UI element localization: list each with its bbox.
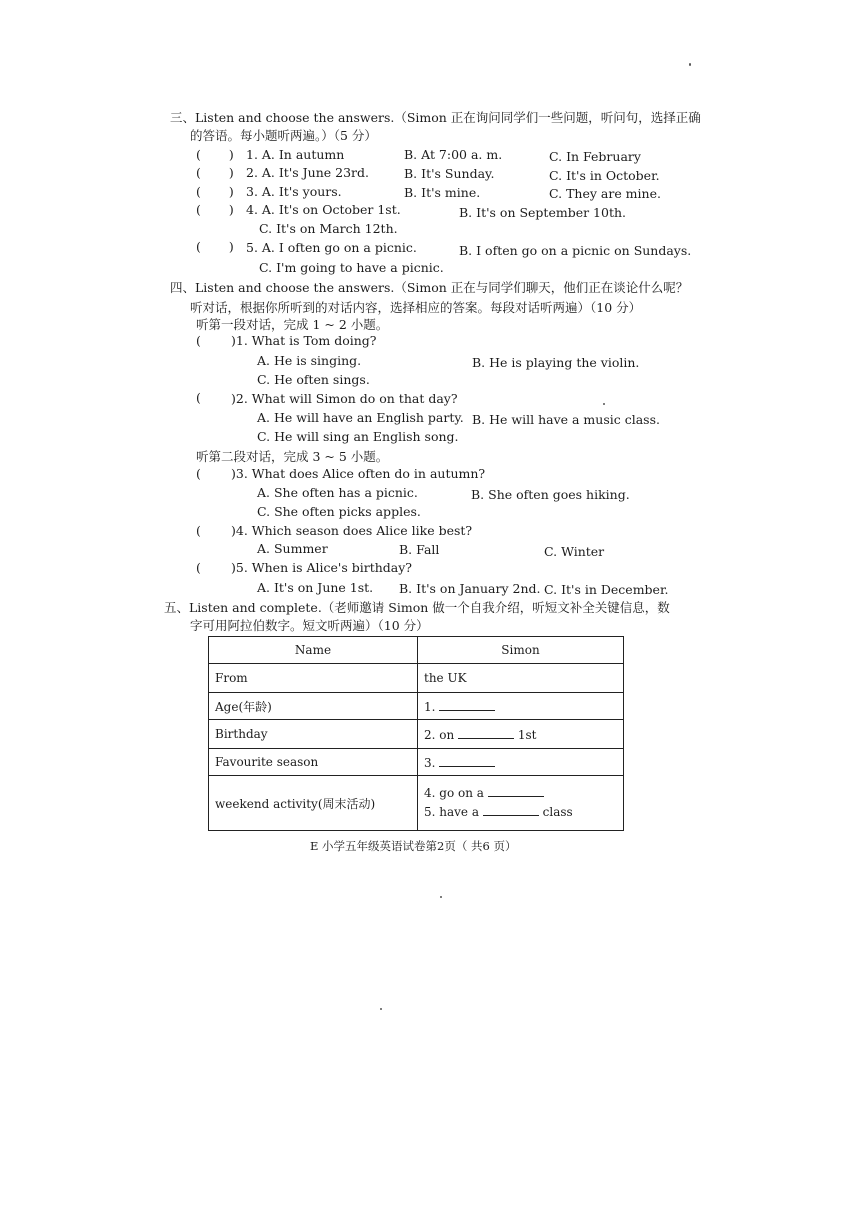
s4-q4-stem: )4. Which season does Alice like best?	[231, 523, 473, 538]
row-value-season[interactable]: 3.	[418, 749, 624, 776]
s4-q2-option-a: A. He will have an English party.	[257, 410, 464, 425]
s3-q5-option-c: C. I'm going to have a picnic.	[259, 260, 444, 275]
season-blank[interactable]	[439, 755, 495, 767]
s4-q2-option-b: B. He will have a music class.	[472, 412, 660, 427]
row-label-from: From	[209, 664, 418, 693]
s4-q3-option-c: C. She often picks apples.	[257, 504, 421, 519]
dialog2-instruction: 听第二段对话，完成 3 ~ 5 小题。	[196, 449, 389, 464]
s4-q5-option-b: B. It's on January 2nd.	[399, 581, 541, 596]
section5-heading-line2: 字可用阿拉伯数字。短文听两遍）（10 分）	[190, 618, 429, 633]
row-label-weekend: weekend activity(周末活动)	[209, 776, 418, 831]
info-table	[208, 636, 624, 831]
s3-q2-option-a: 2. A. It's June 23rd.	[246, 165, 369, 180]
s4-q4-option-c: C. Winter	[544, 544, 605, 559]
s3-q3-option-b: B. It's mine.	[404, 185, 481, 200]
answer-bracket[interactable]: (	[196, 560, 201, 575]
weekend-blank-4[interactable]	[488, 785, 544, 797]
row-value-birthday[interactable]: 2. on 1st	[418, 720, 624, 749]
s4-q4-option-b: B. Fall	[399, 542, 440, 557]
answer-bracket[interactable]: ( )	[196, 239, 234, 254]
s3-q3-option-a: 3. A. It's yours.	[246, 184, 342, 199]
s4-q4-option-a: A. Summer	[257, 541, 328, 556]
scan-speck	[380, 1008, 382, 1010]
s4-q5-stem: )5. When is Alice's birthday?	[231, 560, 412, 575]
s3-q2-option-b: B. It's Sunday.	[404, 166, 495, 181]
table-header-name: Name	[209, 637, 418, 664]
answer-bracket[interactable]: (	[196, 390, 201, 405]
s4-q3-stem: )3. What does Alice often do in autumn?	[231, 466, 486, 481]
s3-q4-option-b: B. It's on September 10th.	[459, 205, 627, 220]
s4-q5-option-a: A. It's on June 1st.	[257, 580, 374, 595]
s4-q3-option-b: B. She often goes hiking.	[471, 487, 630, 502]
answer-bracket[interactable]: (	[196, 523, 201, 538]
s3-q1-option-a: 1. A. In autumn	[246, 147, 345, 162]
s4-q2-stem: )2. What will Simon do on that day?	[231, 391, 458, 406]
s4-q3-option-a: A. She often has a picnic.	[257, 485, 418, 500]
row-value-weekend[interactable]: 4. go on a 5. have a class	[418, 776, 624, 831]
s4-q1-stem: )1. What is Tom doing?	[231, 333, 377, 348]
dialog1-instruction: 听第一段对话，完成 1 ~ 2 小题。	[196, 317, 389, 332]
s4-q1-option-c: C. He often sings.	[257, 372, 370, 387]
page-footer: E 小学五年级英语试卷第2页（ 共6 页）	[310, 839, 517, 853]
row-label-season: Favourite season	[209, 749, 418, 776]
answer-bracket[interactable]: ( )	[196, 147, 234, 162]
s3-q1-option-b: B. At 7:00 a. m.	[404, 147, 503, 162]
weekend-blank-5[interactable]	[483, 804, 539, 816]
scan-speck	[689, 63, 691, 66]
s3-q5-option-a: 5. A. I often go on a picnic.	[246, 240, 417, 255]
scan-speck	[603, 403, 605, 405]
s3-q1-option-c: C. In February	[549, 149, 641, 164]
s3-q4-option-a: 4. A. It's on October 1st.	[246, 202, 401, 217]
birthday-blank[interactable]	[458, 727, 514, 739]
s3-q3-option-c: C. They are mine.	[549, 186, 661, 201]
s3-q5-option-b: B. I often go on a picnic on Sundays.	[459, 243, 692, 258]
scan-speck	[440, 896, 442, 898]
answer-bracket[interactable]: (	[196, 333, 201, 348]
section4-heading-line2: 听对话，根据你所听到的对话内容，选择相应的答案。每段对话听两遍）（10 分）	[190, 300, 642, 315]
s4-q1-option-b: B. He is playing the violin.	[472, 355, 640, 370]
age-blank[interactable]	[439, 699, 495, 711]
answer-bracket[interactable]: (	[196, 466, 201, 481]
s4-q5-option-c: C. It's in December.	[544, 582, 669, 597]
answer-bracket[interactable]: ( )	[196, 165, 234, 180]
s4-q2-option-c: C. He will sing an English song.	[257, 429, 459, 444]
answer-bracket[interactable]: ( )	[196, 202, 234, 217]
row-value-age[interactable]: 1.	[418, 693, 624, 720]
s3-q2-option-c: C. It's in October.	[549, 168, 660, 183]
row-label-age: Age(年龄)	[209, 693, 418, 720]
section5-heading-line1: 五、Listen and complete.（老师邀请 Simon 做一个自我介绍，听短文补全关键信息，数	[164, 600, 670, 615]
row-label-birthday: Birthday	[209, 720, 418, 749]
table-header-simon: Simon	[418, 637, 624, 664]
row-value-from: the UK	[418, 664, 624, 693]
s4-q1-option-a: A. He is singing.	[257, 353, 362, 368]
answer-bracket[interactable]: ( )	[196, 184, 234, 199]
section3-heading-line1: 三、Listen and choose the answers.（Simon 正在询问同学们一些问题，听问句，选择正确	[170, 110, 701, 125]
s3-q4-option-c: C. It's on March 12th.	[259, 221, 398, 236]
section3-heading-line2: 的答语。每小题听两遍。）（5 分）	[190, 128, 377, 143]
section4-heading-line1: 四、Listen and choose the answers.（Simon 正在与同学们聊天，他们正在谈论什么呢？	[170, 280, 689, 295]
